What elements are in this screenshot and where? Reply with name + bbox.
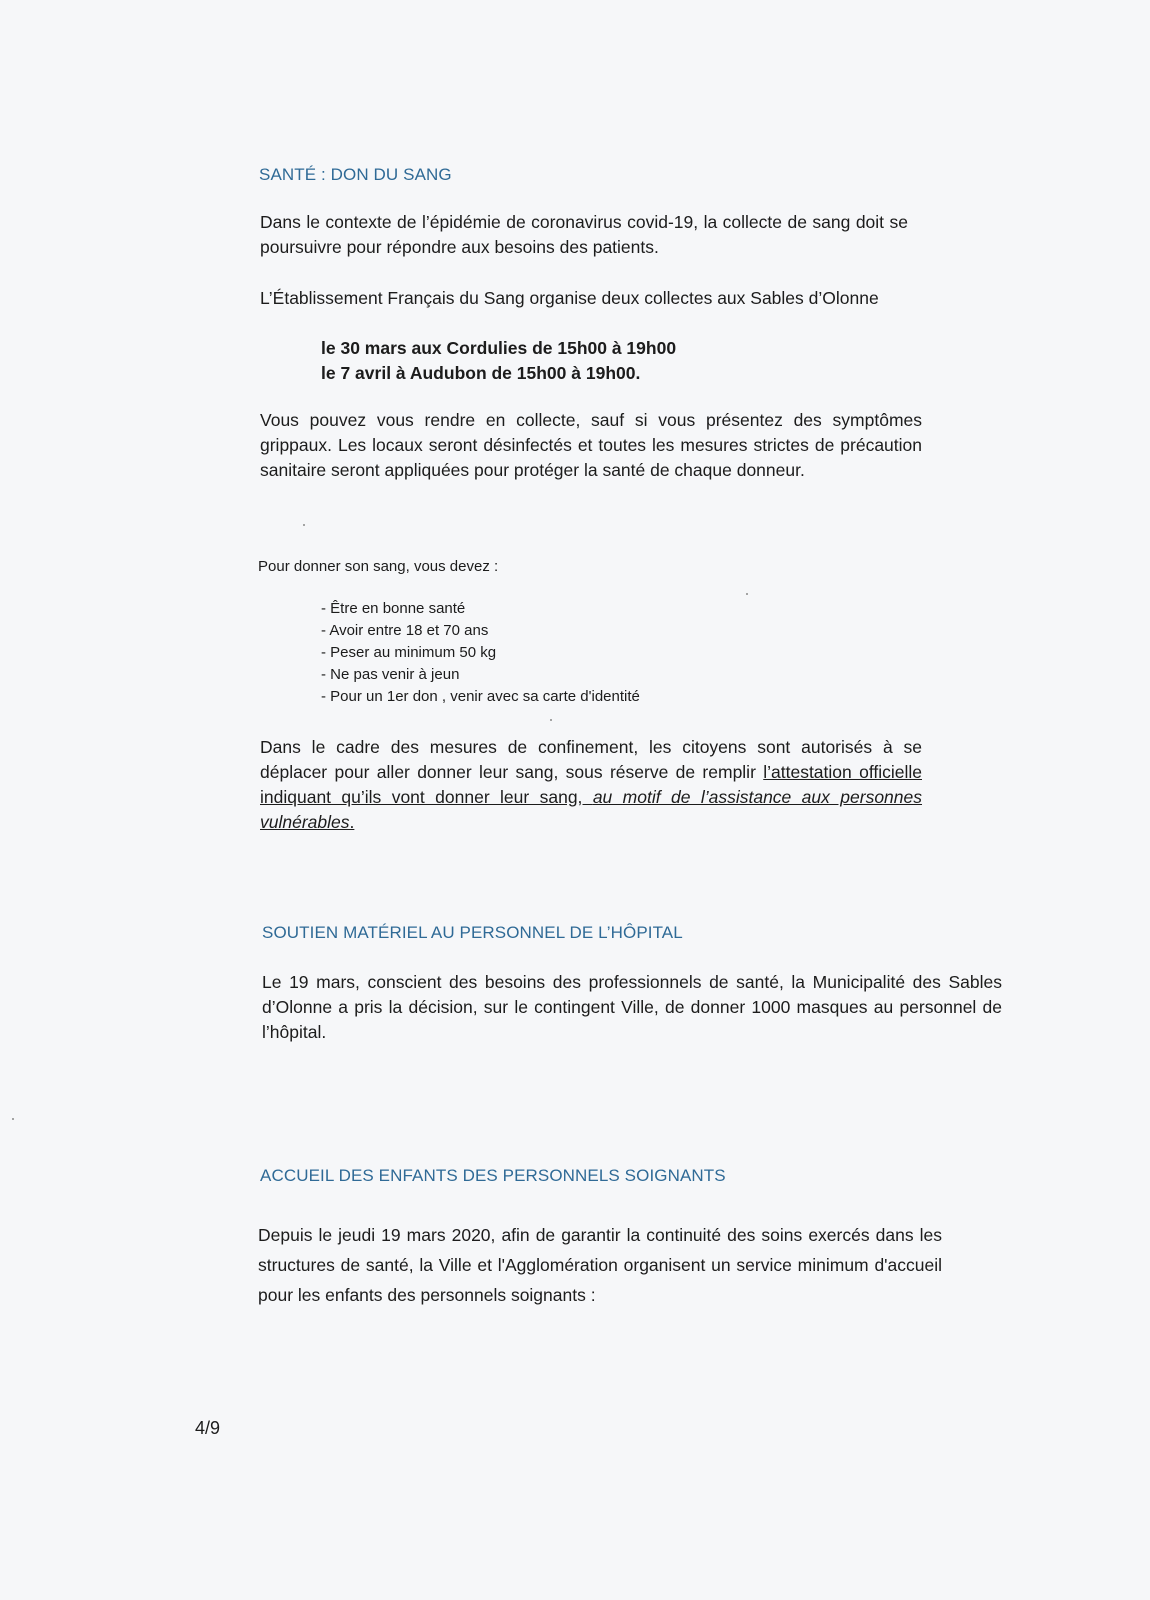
requirement-item: - Avoir entre 18 et 70 ans — [321, 622, 489, 639]
scan-speck — [303, 524, 305, 526]
attestation-link-italic[interactable]: au motif de l’assistance aux personnes vulnérables — [260, 787, 922, 832]
scan-speck — [550, 719, 552, 721]
collection-dates — [321, 336, 676, 386]
section-heading-accueil-enfants: ACCUEIL DES ENFANTS DES PERSONNELS SOIGNANTS — [260, 1166, 726, 1185]
soutien-paragraph: Le 19 mars, conscient des besoins des professionnels de santé, la Municipalité des Sables d’Olonne a pris la décision, sur le contingent Ville, de donner 1000 masques au personnel de l’hôpital. — [262, 972, 1002, 1042]
intro-paragraph: Dans le contexte de l’épidémie de coronavirus covid-19, la collecte de sang doit se poursuivre pour répondre aux besoins des patients. — [260, 212, 908, 257]
page-number: 4/9 — [195, 1418, 221, 1438]
requirement-item: - Ne pas venir à jeun — [321, 666, 460, 683]
scan-speck — [12, 1118, 14, 1120]
collection-date-1: le 30 mars aux Cordulies de 15h00 à 19h00 — [321, 338, 677, 358]
requirement-item: - Peser au minimum 50 kg — [321, 644, 497, 661]
requirements-intro: Pour donner son sang, vous devez : — [258, 558, 499, 575]
confinement-paragraph — [260, 735, 922, 835]
scan-speck — [746, 593, 748, 595]
organizer-paragraph: L’Établissement Français du Sang organise deux collectes aux Sables d’Olonne — [260, 288, 879, 308]
requirement-item: - Être en bonne santé — [321, 600, 466, 617]
conditions-paragraph: Vous pouvez vous rendre en collecte, sauf si vous présentez des symptômes grippaux. Les locaux seront désinfectés et toutes les mesures strictes de précaution sanitaire seront appliquées pour protéger la santé de chaque donneur. — [260, 410, 922, 480]
collection-date-2: le 7 avril à Audubon de 15h00 à 19h00. — [321, 363, 641, 383]
accueil-paragraph: Depuis le jeudi 19 mars 2020, afin de garantir la continuité des soins exercés dans les structures de santé, la Ville et l'Agglomération organisent un service minimum d'accueil pour les enfants des personnels soignants : — [258, 1225, 942, 1305]
requirements-list — [321, 598, 640, 708]
section-heading-soutien-materiel: SOUTIEN MATÉRIEL AU PERSONNEL DE L’HÔPITAL — [262, 923, 683, 942]
attestation-link[interactable]: l’attestation officielle indiquant qu’ils vont donner leur sang, — [260, 762, 922, 807]
confinement-end: . — [349, 812, 355, 832]
requirement-item: - Pour un 1er don , venir avec sa carte d'identité — [321, 688, 640, 705]
confinement-text: Dans le cadre des mesures de confinement, les citoyens sont autorisés à se déplacer pour aller donner leur sang, sous réserve de remplir — [260, 737, 922, 782]
section-heading-don-du-sang: SANTÉ : DON DU SANG — [259, 165, 452, 184]
